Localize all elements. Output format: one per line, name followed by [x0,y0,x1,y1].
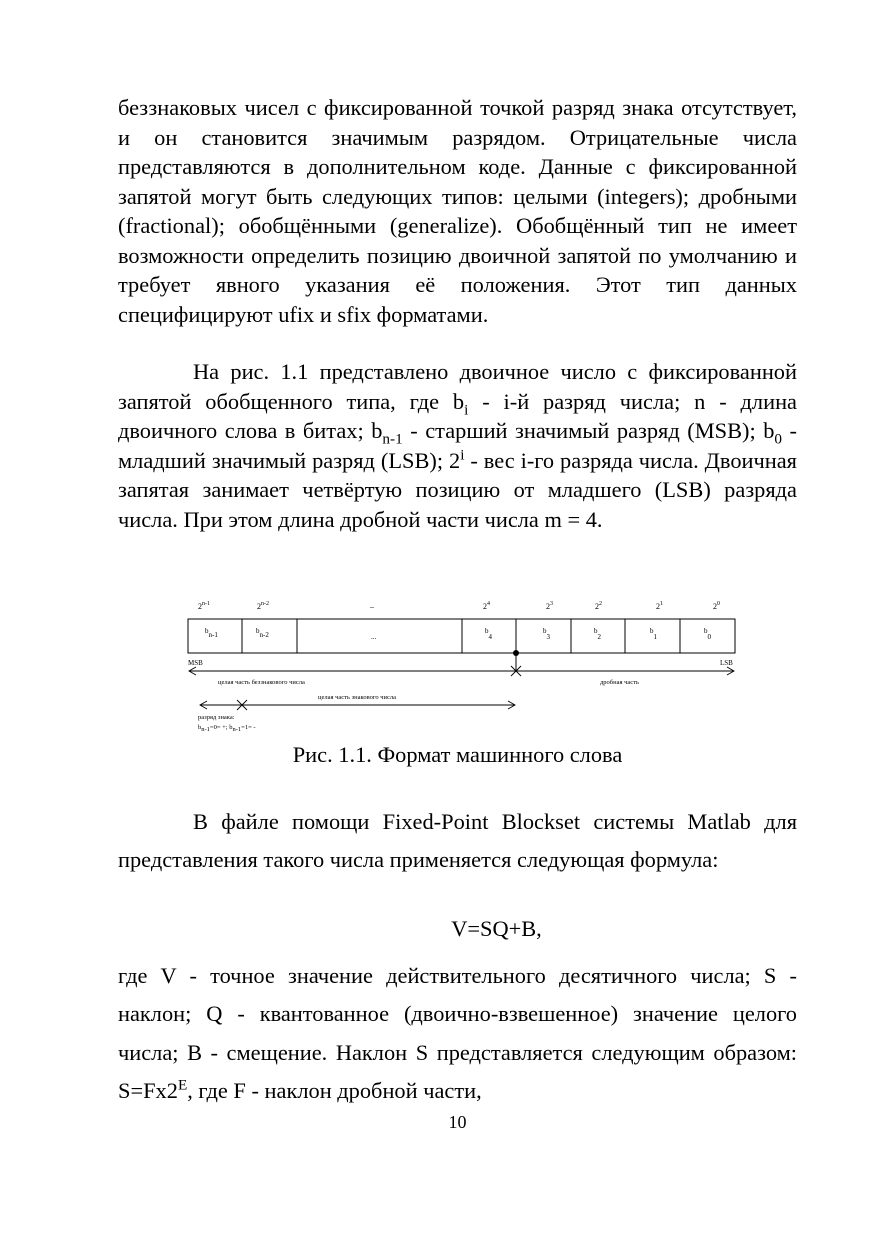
page-number: 10 [448,1112,467,1132]
bit-label: bn-2 [256,627,269,639]
weight-label: $2^2$ [595,601,602,611]
paragraph-figure-description: На рис. 1.1 представлено двоичное число с фиксированной запятой обобщенного типа, где $b_i - i-й$ разряд числа; n - длина двоичного слова в битах; $b_{n-1}$ - старший значимый разряд (MSB); $b_0$ - младший значимый разряд (LSB); 2$^i$ - вес i-го разряда числа. Двоичная запятая занимает четвёртую позицию от младшего (LSB) разряда числа. При этом длина дробной части числа m = 4. [118,359,797,532]
unsigned-integer-label: целая часть беззнакового числа [218,679,305,686]
weight-label: 2$^{n-2}$ [257,601,269,611]
weight-label: $2^1$ [656,601,663,611]
formula: V=SQ+B, [451,916,542,941]
msb-label: MSB [188,659,203,667]
bit-label: ... [371,633,377,641]
figure-caption: Рис. 1.1. Формат машинного слова [292,742,623,767]
weight-label: $2^0$ [713,601,720,611]
weight-label: – [370,602,374,611]
bit-label: b4 [485,627,492,641]
range-arrows [189,666,734,710]
fraction-label: дробная часть [600,679,639,686]
weight-label: $2^4$ [483,601,490,611]
machine-word-figure [180,595,750,740]
bit-label: b0 [704,627,711,641]
bit-label: b2 [594,627,601,641]
paragraph-continued: беззнаковых чисел с фиксированной точкой разряд знака отсутствует, и он становится значимым разрядом. Отрицательные числа представляются в дополнительном коде. Данные с фиксированной запятой могут быть следующих типов: целыми (integers); дробными (fractional); обобщёнными (generalize). Обобщённый тип не имеет возможности определить позицию двоичной запятой по умолчанию и требует явного указания её положения. Этот тип данных специфицируют ufix и sfix форматами. [118,95,797,327]
signed-integer-label: целая часть знакового числа [318,694,396,701]
weight-label: $2^3$ [546,601,553,611]
bit-label: bn-1 [205,627,218,639]
bit-weights [198,601,720,611]
lsb-label: LSB [720,659,733,667]
bit-label: b3 [543,627,550,641]
sign-bit-rule: bn-1=0= +; bn-1=1= - [198,724,256,733]
bit-cells [205,627,712,641]
paragraph-formula-intro: В файле помощи Fixed-Point Blockset системы Matlab для представления такого числа применяется следующая формула: [118,809,797,872]
weight-label: 2$^{n-1}$ [198,601,210,611]
sign-bit-label: разряд знака: [198,714,235,721]
binary-point-marker [513,650,519,656]
bit-label: b1 [650,627,657,641]
paragraph-formula-explanation: где V - точное значение действительного десятичного числа; S - наклон; Q - квантованное (двоично-взвешенное) значение целого числа; B - смещение. Наклон S представляется следующим образом: $S=Fx2^E$, где F - наклон дробной части, [118,963,797,1103]
